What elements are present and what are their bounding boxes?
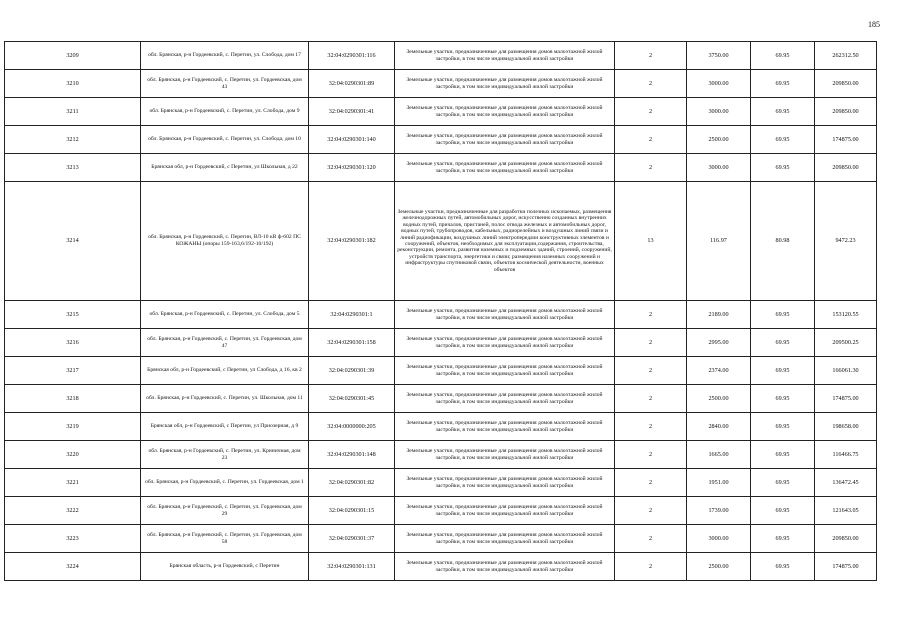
table-row <box>5 98 877 126</box>
row-number: 3213 <box>5 154 141 182</box>
address-cell: обл. Брянская, р-н Гордеевский, с. Перетин, ул. Гордеевская, дом 43 <box>141 70 309 98</box>
category-cell: 2 <box>615 357 687 385</box>
row-number: 3212 <box>5 126 141 154</box>
land-use-cell: Земельные участки, предназначенные для размещения домов малоэтажной жилой застройки, в том числе индивидуальной жилой застройки <box>395 301 615 329</box>
category-cell: 2 <box>615 126 687 154</box>
table-row <box>5 357 877 385</box>
address-cell: обл. Брянская, р-н Гордеевский, с. Перетин, ВЛ-10 кВ ф-602 ПС КОЖАНЫ (опоры 159-163,6/192-10/192) <box>141 182 309 301</box>
unit-price-cell: 69.95 <box>751 357 815 385</box>
table-row <box>5 385 877 413</box>
cadastral-value-cell: 174875.00 <box>815 385 877 413</box>
cadastral-value-cell: 116466.75 <box>815 441 877 469</box>
category-cell: 2 <box>615 497 687 525</box>
cadastral-number-cell: 32:04:0290301:45 <box>309 385 395 413</box>
cadastral-value-cell: 174875.00 <box>815 126 877 154</box>
address-cell: Брянская обл, р-н Гордеевский, с Перетин, ул Школьная, д 22 <box>141 154 309 182</box>
category-cell: 2 <box>615 42 687 70</box>
cadastral-number-cell: 32:04:0290301:158 <box>309 329 395 357</box>
row-number: 3218 <box>5 385 141 413</box>
cadastral-number-cell: 32:04:0290301:182 <box>309 182 395 301</box>
page-number: 185 <box>868 20 880 29</box>
address-cell: обл. Брянская, р-н Гордеевский, с. Перетин, ул. Школьная, дом 11 <box>141 385 309 413</box>
land-use-cell: Земельные участки, предназначенные для размещения домов малоэтажной жилой застройки, в том числе индивидуальной жилой застройки <box>395 497 615 525</box>
category-cell: 2 <box>615 469 687 497</box>
category-cell: 2 <box>615 441 687 469</box>
row-number: 3220 <box>5 441 141 469</box>
unit-price-cell: 69.95 <box>751 413 815 441</box>
unit-price-cell: 69.95 <box>751 469 815 497</box>
address-cell: обл. Брянская, р-н Гордеевский, с. Перетин, ул. Слобода, дом 10 <box>141 126 309 154</box>
row-number: 3221 <box>5 469 141 497</box>
cadastral-number-cell: 32:04:0290301:89 <box>309 70 395 98</box>
cadastral-value-cell: 166061.30 <box>815 357 877 385</box>
cadastral-number-cell: 32:04:0290301:116 <box>309 42 395 70</box>
row-number: 3209 <box>5 42 141 70</box>
unit-price-cell: 69.95 <box>751 385 815 413</box>
cadastral-value-cell: 174875.00 <box>815 553 877 581</box>
area-cell: 1951.00 <box>687 469 751 497</box>
area-cell: 116.97 <box>687 182 751 301</box>
address-cell: Брянская обл, р-н Гордеевский, с Перетин, ул Приозерная, д 9 <box>141 413 309 441</box>
cadastral-number-cell: 32:04:0290301:82 <box>309 469 395 497</box>
land-use-cell: Земельные участки, предназначенные для размещения домов малоэтажной жилой застройки, в том числе индивидуальной жилой застройки <box>395 126 615 154</box>
land-use-cell: Земельные участки, предназначенные для размещения домов малоэтажной жилой застройки, в том числе индивидуальной жилой застройки <box>395 553 615 581</box>
category-cell: 2 <box>615 154 687 182</box>
cadastral-number-cell: 32:04:0290301:131 <box>309 553 395 581</box>
land-use-cell: Земельные участки, предназначенные для размещения домов малоэтажной жилой застройки, в том числе индивидуальной жилой застройки <box>395 525 615 553</box>
row-number: 3223 <box>5 525 141 553</box>
table-row <box>5 154 877 182</box>
table-row <box>5 413 877 441</box>
area-cell: 3000.00 <box>687 70 751 98</box>
cadastral-value-cell: 209850.00 <box>815 70 877 98</box>
unit-price-cell: 69.95 <box>751 441 815 469</box>
unit-price-cell: 69.95 <box>751 70 815 98</box>
address-cell: обл. Брянская, р-н Гордеевский, с. Перетин, ул. Слобода, дом 9 <box>141 98 309 126</box>
row-number: 3211 <box>5 98 141 126</box>
cadastral-value-cell: 121643.05 <box>815 497 877 525</box>
unit-price-cell: 69.95 <box>751 553 815 581</box>
unit-price-cell: 69.95 <box>751 525 815 553</box>
address-cell: Брянская обл, р-н Гордеевский, с Перетин, ул Слобода, д 16, кв 2 <box>141 357 309 385</box>
land-use-cell: Земельные участки, предназначенные для разработки полезных ископаемых, размещения железнодорожных путей, автомобильных дорог, искусственно созданных внутренних водных путей, причалов, пристаней, полос отвода железных и автомобильных дорог, водных путей, трубопроводов, кабельных, радиорелейных и воздушных линий связи и линий радиофикации, воздушных линий электропередачи конструктивных элементов и сооружений, объектов, необходимых для эксплуатации,содержания, строительства, реконструкции, ремонта, развития наземных и подземных зданий, строений, сооружений, устройств транспорта, энергетики и связи; размещения наземных сооружений и инфраструктуры спутниковой связи, объектов космической деятельности, военных объектов <box>395 182 615 301</box>
cadastral-value-cell: 9472.23 <box>815 182 877 301</box>
unit-price-cell: 69.95 <box>751 98 815 126</box>
category-cell: 2 <box>615 385 687 413</box>
cadastral-value-cell: 209850.00 <box>815 98 877 126</box>
area-cell: 3750.00 <box>687 42 751 70</box>
cadastral-number-cell: 32:04:0290301:37 <box>309 525 395 553</box>
land-use-cell: Земельные участки, предназначенные для размещения домов малоэтажной жилой застройки, в том числе индивидуальной жилой застройки <box>395 42 615 70</box>
unit-price-cell: 69.95 <box>751 42 815 70</box>
table-row <box>5 525 877 553</box>
address-cell: обл. Брянская, р-н Гордеевский, с. Перетин, ул. Гордеевская, дом 47 <box>141 329 309 357</box>
address-cell: обл. Брянская, р-н Гордеевский, с. Перетин, ул. Слобода, дом 17 <box>141 42 309 70</box>
address-cell: Брянская область, р-н Гордеевский, с Перетин <box>141 553 309 581</box>
row-number: 3216 <box>5 329 141 357</box>
land-registry-table <box>4 41 877 581</box>
category-cell: 2 <box>615 329 687 357</box>
area-cell: 2500.00 <box>687 126 751 154</box>
address-cell: обл. Брянская, р-н Гордеевский, с. Перетин, ул. Гордеевская, дом 58 <box>141 525 309 553</box>
row-number: 3222 <box>5 497 141 525</box>
unit-price-cell: 69.95 <box>751 126 815 154</box>
unit-price-cell: 69.95 <box>751 497 815 525</box>
address-cell: обл. Брянская, р-н Гордеевский, с. Перетин, ул. Гордеевская, дом 1 <box>141 469 309 497</box>
unit-price-cell: 69.95 <box>751 301 815 329</box>
table-row <box>5 497 877 525</box>
cadastral-value-cell: 209850.00 <box>815 154 877 182</box>
cadastral-value-cell: 198658.00 <box>815 413 877 441</box>
land-use-cell: Земельные участки, предназначенные для размещения домов малоэтажной жилой застройки, в том числе индивидуальной жилой застройки <box>395 413 615 441</box>
cadastral-number-cell: 32:04:0290301:148 <box>309 441 395 469</box>
row-number: 3215 <box>5 301 141 329</box>
land-use-cell: Земельные участки, предназначенные для размещения домов малоэтажной жилой застройки, в том числе индивидуальной жилой застройки <box>395 385 615 413</box>
cadastral-number-cell: 32:04:0000000:205 <box>309 413 395 441</box>
unit-price-cell: 69.95 <box>751 154 815 182</box>
area-cell: 2189.00 <box>687 301 751 329</box>
area-cell: 3000.00 <box>687 525 751 553</box>
table-body <box>5 42 877 581</box>
category-cell: 2 <box>615 525 687 553</box>
cadastral-value-cell: 262312.50 <box>815 42 877 70</box>
cadastral-number-cell: 32:04:0290301:41 <box>309 98 395 126</box>
table-row <box>5 469 877 497</box>
table-row <box>5 553 877 581</box>
cadastral-value-cell: 209850.00 <box>815 525 877 553</box>
category-cell: 2 <box>615 413 687 441</box>
land-use-cell: Земельные участки, предназначенные для размещения домов малоэтажной жилой застройки, в том числе индивидуальной жилой застройки <box>395 329 615 357</box>
category-cell: 2 <box>615 553 687 581</box>
land-use-cell: Земельные участки, предназначенные для размещения домов малоэтажной жилой застройки, в том числе индивидуальной жилой застройки <box>395 98 615 126</box>
category-cell: 13 <box>615 182 687 301</box>
row-number: 3210 <box>5 70 141 98</box>
table-row <box>5 441 877 469</box>
area-cell: 1665.00 <box>687 441 751 469</box>
area-cell: 2500.00 <box>687 553 751 581</box>
address-cell: обл. Брянская, р-н Гордеевский, с. Перетин, ул. Гордеевская, дом 29 <box>141 497 309 525</box>
cadastral-number-cell: 32:04:0290301:140 <box>309 126 395 154</box>
area-cell: 2500.00 <box>687 385 751 413</box>
table-row <box>5 42 877 70</box>
area-cell: 2840.00 <box>687 413 751 441</box>
cadastral-value-cell: 153120.55 <box>815 301 877 329</box>
row-number: 3214 <box>5 182 141 301</box>
unit-price-cell: 80.98 <box>751 182 815 301</box>
land-use-cell: Земельные участки, предназначенные для размещения домов малоэтажной жилой застройки, в том числе индивидуальной жилой застройки <box>395 70 615 98</box>
cadastral-value-cell: 209500.25 <box>815 329 877 357</box>
area-cell: 2995.00 <box>687 329 751 357</box>
category-cell: 2 <box>615 70 687 98</box>
cadastral-value-cell: 136472.45 <box>815 469 877 497</box>
area-cell: 2374.00 <box>687 357 751 385</box>
area-cell: 3000.00 <box>687 98 751 126</box>
cadastral-number-cell: 32:04:0290301:39 <box>309 357 395 385</box>
table-row <box>5 126 877 154</box>
land-use-cell: Земельные участки, предназначенные для размещения домов малоэтажной жилой застройки, в том числе индивидуальной жилой застройки <box>395 154 615 182</box>
table-row <box>5 182 877 301</box>
table-row <box>5 70 877 98</box>
cadastral-number-cell: 32:04:0290301:15 <box>309 497 395 525</box>
address-cell: обл. Брянская, р-н Гордеевский, с. Перетин, ул. Криничная, дом 23 <box>141 441 309 469</box>
cadastral-number-cell: 32:04:0290301:120 <box>309 154 395 182</box>
cadastral-number-cell: 32:04:0290301:1 <box>309 301 395 329</box>
row-number: 3224 <box>5 553 141 581</box>
row-number: 3219 <box>5 413 141 441</box>
category-cell: 2 <box>615 301 687 329</box>
table-row <box>5 329 877 357</box>
land-use-cell: Земельные участки, предназначенные для размещения домов малоэтажной жилой застройки, в том числе индивидуальной жилой застройки <box>395 441 615 469</box>
unit-price-cell: 69.95 <box>751 329 815 357</box>
area-cell: 1739.00 <box>687 497 751 525</box>
land-use-cell: Земельные участки, предназначенные для размещения домов малоэтажной жилой застройки, в том числе индивидуальной жилой застройки <box>395 469 615 497</box>
category-cell: 2 <box>615 98 687 126</box>
row-number: 3217 <box>5 357 141 385</box>
table-row <box>5 301 877 329</box>
area-cell: 3000.00 <box>687 154 751 182</box>
land-use-cell: Земельные участки, предназначенные для размещения домов малоэтажной жилой застройки, в том числе индивидуальной жилой застройки <box>395 357 615 385</box>
address-cell: обл. Брянская, р-н Гордеевский, с. Перетин, ул. Слобода, дом 5 <box>141 301 309 329</box>
